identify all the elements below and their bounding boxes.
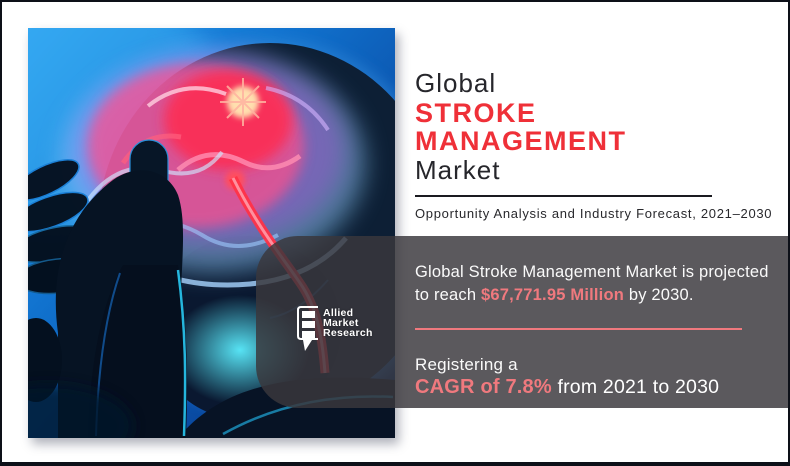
title-market: Market <box>415 155 501 185</box>
projection-line-1: Global Stroke Management Market is projected <box>415 263 769 281</box>
title-global: Global <box>415 68 497 98</box>
stats-panel-content <box>415 261 788 400</box>
amr-logo-text <box>323 308 373 338</box>
title-management: MANAGEMENT <box>415 126 627 156</box>
amr-logo <box>297 306 373 352</box>
cagr-highlight: CAGR of 7.8% <box>415 376 552 398</box>
subtitle-forecast: Opportunity Analysis and Industry Forecast, 2021–2030 <box>415 206 773 221</box>
panel-divider <box>415 328 742 330</box>
amr-logo-line-2: Market <box>323 317 359 329</box>
projection-line-2 <box>415 284 788 307</box>
projection-prefix: to reach <box>415 286 482 304</box>
projection-suffix: by 2030. <box>624 286 694 304</box>
title-block <box>415 68 775 221</box>
title-stroke: STROKE <box>415 98 537 128</box>
speech-bubble-logo-icon <box>297 306 321 352</box>
cagr-line <box>415 375 788 400</box>
title-divider <box>415 195 712 197</box>
projection-amount: $67,771.95 Million <box>481 286 625 304</box>
amr-logo-line-1: Allied <box>323 307 354 319</box>
cagr-suffix: from 2021 to 2030 <box>551 376 720 398</box>
cagr-intro: Registering a <box>415 355 518 374</box>
amr-logo-line-3: Research <box>323 327 373 339</box>
